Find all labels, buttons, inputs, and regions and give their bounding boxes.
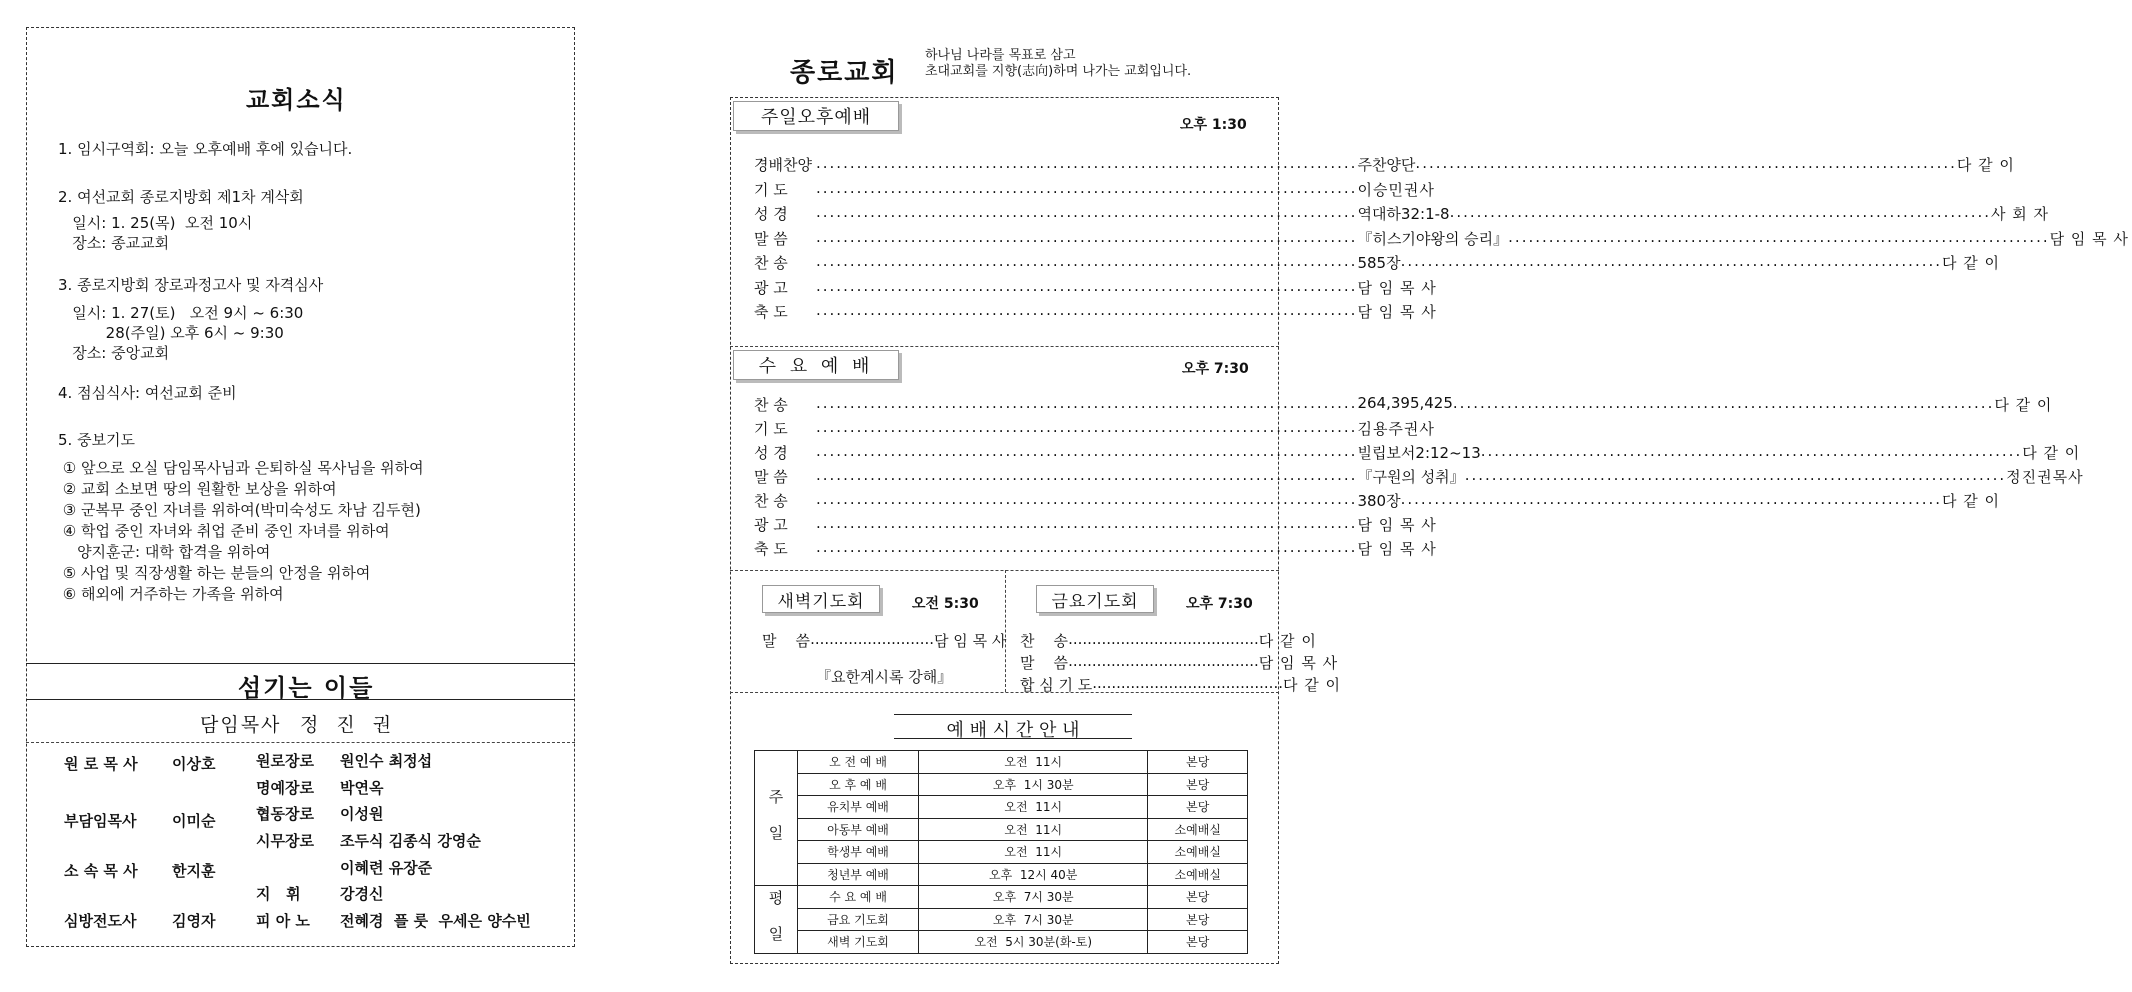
leader-dots: ................................................................................: [816, 154, 1358, 172]
schedule-title: 예 배 시 간 안 내: [946, 720, 1080, 741]
leader-dots: ................................................................................: [1464, 466, 2007, 484]
schedule-row: [755, 886, 1248, 909]
order-item-leader: 담 임 목 사: [1357, 303, 1437, 321]
server-name: 이성원: [340, 805, 384, 823]
dawn-sermon-title: 『요한계시록 강해』: [816, 668, 953, 686]
leader-dots: ........................................: [1092, 674, 1283, 692]
schedule-time: 오후 1시 30분: [919, 773, 1148, 796]
order-item-leader: 다 같 이: [1258, 632, 1317, 650]
schedule-row: [755, 908, 1248, 931]
order-row: [1020, 630, 1317, 651]
divider: [730, 692, 1279, 693]
schedule-service: 금요 기도회: [798, 908, 919, 931]
server-name: 이혜련 유장준: [340, 859, 433, 877]
order-item-content: 585장: [1357, 254, 1401, 272]
news-item: 4. 점심식사: 여선교회 준비: [58, 384, 237, 402]
schedule-row: [755, 751, 1248, 774]
leader-dots: ................................................................................: [816, 203, 1358, 221]
schedule-time: 오전 11시: [919, 818, 1148, 841]
order-row: [754, 178, 1435, 200]
order-item-content: 264,395,425: [1357, 394, 1453, 412]
leader-dots: ................................................................................: [1400, 252, 1943, 270]
schedule-service: 오 전 예 배: [798, 751, 919, 774]
order-item-leader: 담 임 목 사: [1258, 654, 1339, 672]
dawn-tab: 새벽기도회: [762, 585, 880, 613]
schedule-row: [755, 818, 1248, 841]
order-item-label: 찬 송: [754, 492, 788, 510]
leader-dots: ................................................................................: [1400, 490, 1943, 508]
order-item-leader: 김용주권사: [1357, 420, 1435, 438]
news-item: 장소: 종교교회: [58, 234, 170, 252]
schedule-service: 아동부 예배: [798, 818, 919, 841]
news-item: 5. 중보기도: [58, 431, 136, 449]
order-item-label: 찬 송: [1020, 632, 1069, 650]
order-item-leader: 담 임 목 사: [1357, 278, 1437, 297]
dawn-order-leader: 담 임 목 사: [934, 632, 1007, 650]
server-role: 피 아 노: [256, 912, 310, 930]
schedule-service: 유치부 예배: [798, 796, 919, 819]
order-item-leader: 다 같 이: [1942, 492, 2001, 510]
news-item: 3. 종로지방회 장로과정고사 및 자격심사: [58, 276, 324, 294]
leader-dots: ................................................................................: [816, 466, 1358, 484]
order-item-content: 역대하32:1-8: [1357, 205, 1450, 223]
dawn-time: 오전 5:30: [912, 596, 979, 612]
order-item-label: 기 도: [754, 180, 788, 199]
friday-time: 오후 7:30: [1186, 596, 1253, 612]
news-item: 일시: 1. 27(토) 오전 9시 ~ 6:30: [58, 304, 304, 322]
order-row: [754, 466, 2084, 487]
sunday-pm-tab: 주일오후예배: [733, 101, 899, 131]
order-item-label: 말 씀: [754, 468, 788, 486]
order-item-label: 경배찬양: [754, 156, 812, 174]
order-item-leader: 다 같 이: [2022, 444, 2081, 462]
news-item: 일시: 1. 25(목) 오전 10시: [58, 214, 253, 232]
news-item: ⑥ 해외에 거주하는 가족을 위하여: [58, 585, 284, 603]
schedule-title-rule: [894, 714, 1132, 715]
leader-dots: ................................................................................: [816, 490, 1358, 508]
server-name: 이상호: [172, 755, 216, 773]
order-item-leader: 이승민권사: [1357, 180, 1435, 199]
order-row: [754, 514, 1437, 535]
server-name: 한지훈: [172, 862, 216, 880]
order-item-label: 광 고: [754, 516, 788, 534]
schedule-service: 오 후 예 배: [798, 773, 919, 796]
wednesday-tab: 수 요 예 배: [733, 350, 899, 380]
order-item-leader: 사 회 자: [1991, 205, 2050, 223]
sunday-pm-time: 오후 1:30: [1180, 117, 1247, 133]
server-name: 이미순: [172, 812, 216, 830]
schedule-time: 오전 5시 30분(화-토): [919, 931, 1148, 954]
schedule-place: 본당: [1148, 796, 1248, 819]
church-name: 종로교회: [790, 58, 899, 88]
order-item-label: 말 씀: [1020, 654, 1069, 672]
leader-dots: ................................................................................: [816, 252, 1358, 270]
leader-dots: ................................................................................: [816, 418, 1358, 436]
leader-dots: ................................................................................: [816, 301, 1358, 319]
order-item-label: 찬 송: [754, 254, 788, 272]
schedule-table: [754, 750, 1248, 954]
wednesday-time: 오후 7:30: [1182, 361, 1249, 377]
leader-dots: ................................................................................: [816, 514, 1358, 532]
leader-dots: ................................................................................: [1452, 394, 1995, 412]
schedule-row: [755, 796, 1248, 819]
schedule-row: [755, 863, 1248, 886]
head-pastor-name: 정 진 권: [300, 714, 398, 736]
schedule-time: 오전 11시: [919, 751, 1148, 774]
order-row: [1020, 652, 1339, 673]
schedule-place: 본당: [1148, 886, 1248, 909]
schedule-row: [755, 773, 1248, 796]
motto-line: 초대교회를 지향(志向)하며 나가는 교회입니다.: [925, 64, 1192, 79]
leader-dots: ................................................................................: [1508, 227, 2050, 246]
server-name: 강경신: [340, 885, 384, 903]
order-item-label: 성 경: [754, 444, 788, 462]
news-item: 28(주일) 오후 6시 ~ 9:30: [58, 324, 284, 342]
leader-dots: ................................................................................: [1480, 442, 2023, 460]
motto-line: 하나님 나라를 목표로 삼고: [925, 48, 1076, 63]
leader-dots: ........................................: [1068, 652, 1259, 670]
schedule-service: 수 요 예 배: [798, 886, 919, 909]
schedule-time: 오후 7시 30분: [919, 886, 1148, 909]
head-pastor-title: 담임목사: [200, 714, 282, 736]
server-role: 원 로 목 사: [64, 755, 138, 773]
leader-dots: ................................................................................: [816, 442, 1358, 460]
server-role: 원로장로: [256, 752, 314, 770]
order-item-content: 빌립보서2:12~13: [1357, 444, 1481, 462]
order-row: [754, 394, 2053, 415]
news-item: ③ 군복무 중인 자녀를 위하여(박미숙성도 차남 김두현): [58, 501, 421, 519]
news-item: 양지훈군: 대학 합격을 위하여: [58, 543, 271, 561]
servers-title: 섬기는 이들: [238, 674, 375, 702]
leader-dots: ................................................................................: [816, 538, 1358, 556]
news-item: 2. 여선교회 종로지방회 제1차 계삭회: [58, 188, 304, 206]
order-row: [754, 490, 2001, 511]
order-item-leader: 다 같 이: [1994, 396, 2053, 414]
order-row: [754, 276, 1437, 298]
order-row: [754, 154, 2015, 175]
schedule-place: 본당: [1148, 751, 1248, 774]
schedule-place: 소예배실: [1148, 818, 1248, 841]
server-role: 명예장로: [256, 779, 314, 797]
schedule-group: 주 일: [755, 751, 798, 886]
leader-dots: ..........................: [810, 630, 935, 648]
order-item-leader: 담 임 목 사: [2049, 229, 2129, 248]
news-title: 교회소식: [246, 86, 347, 114]
order-row: [754, 418, 1435, 439]
order-item-label: 축 도: [754, 540, 788, 558]
server-role: 부담임목사: [64, 812, 137, 830]
order-item-leader: 정진권목사: [2006, 468, 2084, 486]
schedule-time: 오전 11시: [919, 841, 1148, 864]
news-item: 1. 임시구역회: 오늘 오후예배 후에 있습니다.: [58, 140, 353, 158]
schedule-group: 평 일: [755, 886, 798, 954]
server-name: 박연옥: [340, 779, 384, 797]
order-item-content: 주찬양단: [1357, 156, 1416, 174]
order-row: [754, 442, 2081, 463]
order-row: [754, 252, 2001, 273]
leader-dots: ................................................................................: [816, 394, 1358, 412]
order-item-leader: 다 같 이: [1942, 254, 2001, 272]
server-role: 지 휘: [256, 885, 301, 903]
order-item-label: 찬 송: [754, 396, 788, 414]
order-item-leader: 담 임 목 사: [1357, 540, 1437, 558]
server-name: 김영자: [172, 912, 216, 930]
news-item: ⑤ 사업 및 직장생활 하는 분들의 안정을 위하여: [58, 564, 371, 582]
order-item-label: 축 도: [754, 303, 788, 321]
schedule-service: 청년부 예배: [798, 863, 919, 886]
divider: [26, 742, 575, 743]
schedule-time: 오전 11시: [919, 796, 1148, 819]
order-row: [754, 203, 2050, 224]
order-item-label: 합 심 기 도: [1020, 676, 1093, 694]
order-row: [754, 301, 1437, 322]
order-item-content: 380장: [1357, 492, 1401, 510]
schedule-time: 오후 7시 30분: [919, 908, 1148, 931]
schedule-row: [755, 841, 1248, 864]
server-name: 원인수 최정섭: [340, 752, 433, 770]
order-item-label: 광 고: [754, 278, 788, 297]
order-item-label: 성 경: [754, 205, 788, 223]
dawn-order-label: 말 씀: [762, 632, 811, 650]
schedule-time: 오후 12시 40분: [919, 863, 1148, 886]
leader-dots: ................................................................................: [816, 276, 1358, 295]
leader-dots: ........................................: [1068, 630, 1259, 648]
news-item: ④ 학업 중인 자녀와 취업 준비 중인 자녀를 위하여: [58, 522, 390, 540]
server-role: 시무장로: [256, 832, 314, 850]
leader-dots: ................................................................................: [1415, 154, 1957, 172]
schedule-place: 소예배실: [1148, 841, 1248, 864]
schedule-place: 본당: [1148, 773, 1248, 796]
divider: [730, 346, 1279, 347]
schedule-place: 본당: [1148, 931, 1248, 954]
order-item-content: 『히스기야왕의 승리』: [1357, 229, 1509, 248]
order-item-leader: 다 같 이: [1283, 676, 1342, 694]
divider: [26, 699, 575, 700]
server-role: 심방전도사: [64, 912, 137, 930]
friday-tab: 금요기도회: [1036, 585, 1154, 613]
order-item-label: 기 도: [754, 420, 788, 438]
leader-dots: ................................................................................: [1449, 203, 1992, 221]
leader-dots: ................................................................................: [816, 178, 1358, 197]
order-item-leader: 담 임 목 사: [1357, 516, 1437, 534]
order-row: [754, 538, 1437, 559]
order-item-content: 『구원의 성취』: [1357, 468, 1465, 486]
divider: [26, 663, 575, 664]
server-name: 조두식 김종식 강영순: [340, 832, 481, 850]
news-item: ① 앞으로 오실 담임목사님과 은퇴하실 목사님을 위하여: [58, 459, 424, 477]
schedule-title-rule: [894, 738, 1132, 739]
news-item: 장소: 중앙교회: [58, 344, 170, 362]
server-role: 협동장로: [256, 805, 314, 823]
news-item: ② 교회 소보면 땅의 원활한 보상을 위하여: [58, 480, 337, 498]
server-role: 소 속 목 사: [64, 862, 138, 880]
order-item-leader: 다 같 이: [1956, 156, 2015, 174]
schedule-service: 새벽 기도회: [798, 931, 919, 954]
server-name: 전혜경 플 룻 우세은 양수빈: [340, 912, 531, 930]
order-item-label: 말 씀: [754, 229, 788, 248]
schedule-place: 소예배실: [1148, 863, 1248, 886]
schedule-place: 본당: [1148, 908, 1248, 931]
dawn-order: [762, 630, 1007, 651]
leader-dots: ................................................................................: [816, 227, 1358, 246]
schedule-service: 학생부 예배: [798, 841, 919, 864]
order-row: [754, 227, 2129, 249]
schedule-row: [755, 931, 1248, 954]
